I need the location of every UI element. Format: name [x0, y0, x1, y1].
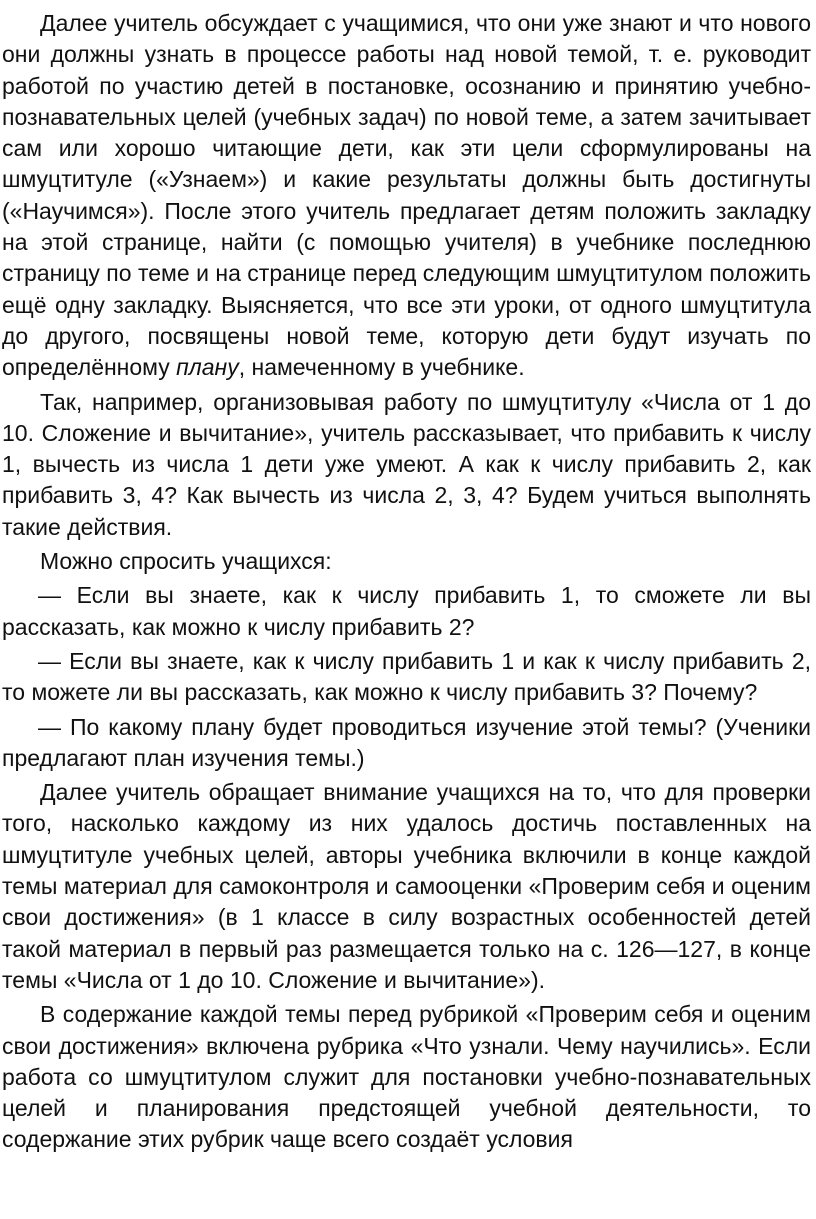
paragraph-question-intro: Можно спросить учащихся:: [40, 548, 332, 575]
dialog-question-plan: — По какому плану будет проводиться изучение этой темы? (Ученики предлагают план изучения темы.): [2, 713, 811, 771]
dialog-question-add-two: — Если вы знаете, как к числу прибавить 1, то сможете ли вы рассказать, как можно к числу прибавить 2?: [2, 582, 811, 640]
paragraph-lesson-intro: [2, 8, 811, 384]
paragraph-lesson-intro-ending: , намеченному в учебнике.: [238, 354, 525, 381]
paragraph-self-check: Далее учитель обращает внимание учащихся на то, что для проверки того, насколько каждому из них удалось достичь поставленных на шмуцтитуле учебных целей, авторы учебника включили в конце каждой темы материал для самоконтроля и самооценки «Проверим себя и оценим свои достижения» (в 1 классе в силу возрастных особенностей детей такой материал в первый раз размещается только на с. 126—127, в конце темы «Числа от 1 до 10. Сложение и вычитание»).: [2, 779, 811, 993]
paragraph-example: Так, например, организовывая работу по шмуцтитулу «Числа от 1 до 10. Сложение и вычитание», учитель рассказывает, что прибавить к числу 1, вычесть из числа 1 дети уже умеют. А как к числу прибавить 2, как прибавить 3, 4? Как вычесть из числа 2, 3, 4? Будем учиться выполнять такие действия.: [2, 388, 811, 540]
paragraph-rubrics: В содержание каждой темы перед рубрикой «Проверим себя и оценим свои достижения» включена рубрика «Что узнали. Чему научились». Если работа со шмуцтитулом служит для постановки учебно-познавательных целей и планирования предстоящей учебной деятельности, то содержание этих рубрик чаще всего создаёт условия: [2, 1001, 811, 1153]
paragraph-lesson-intro-text: Далее учитель обсуждает с учащимися, что они уже знают и что нового они должны узнать в процессе работы над новой темой, т. е. руководит работой по участию детей в постановке, осознанию и принятию учебно-познавательных целей (учебных задач) по новой теме, а затем зачитывает сам или хорошо читающие дети, как эти цели сформулированы на шмуцтитуле («Узнаем») и какие результаты должны быть достигнуты («Научимся»). После этого учитель предлагает детям положить закладку на этой странице, найти (с помощью учителя) в учебнике последнюю страницу по теме и на странице перед следующим шмуцтитулом положить ещё одну закладку. Выясняется, что все эти уроки, от одного шмуцтитула до другого, посвящены новой теме, которую дети будут изучать по определённому: [2, 10, 811, 381]
plan-emphasis: плану: [176, 354, 239, 381]
dialog-question-add-three: — Если вы знаете, как к числу прибавить 1 и как к числу прибавить 2, то можете ли вы рассказать, как можно к числу прибавить 3? Почему?: [2, 647, 811, 706]
